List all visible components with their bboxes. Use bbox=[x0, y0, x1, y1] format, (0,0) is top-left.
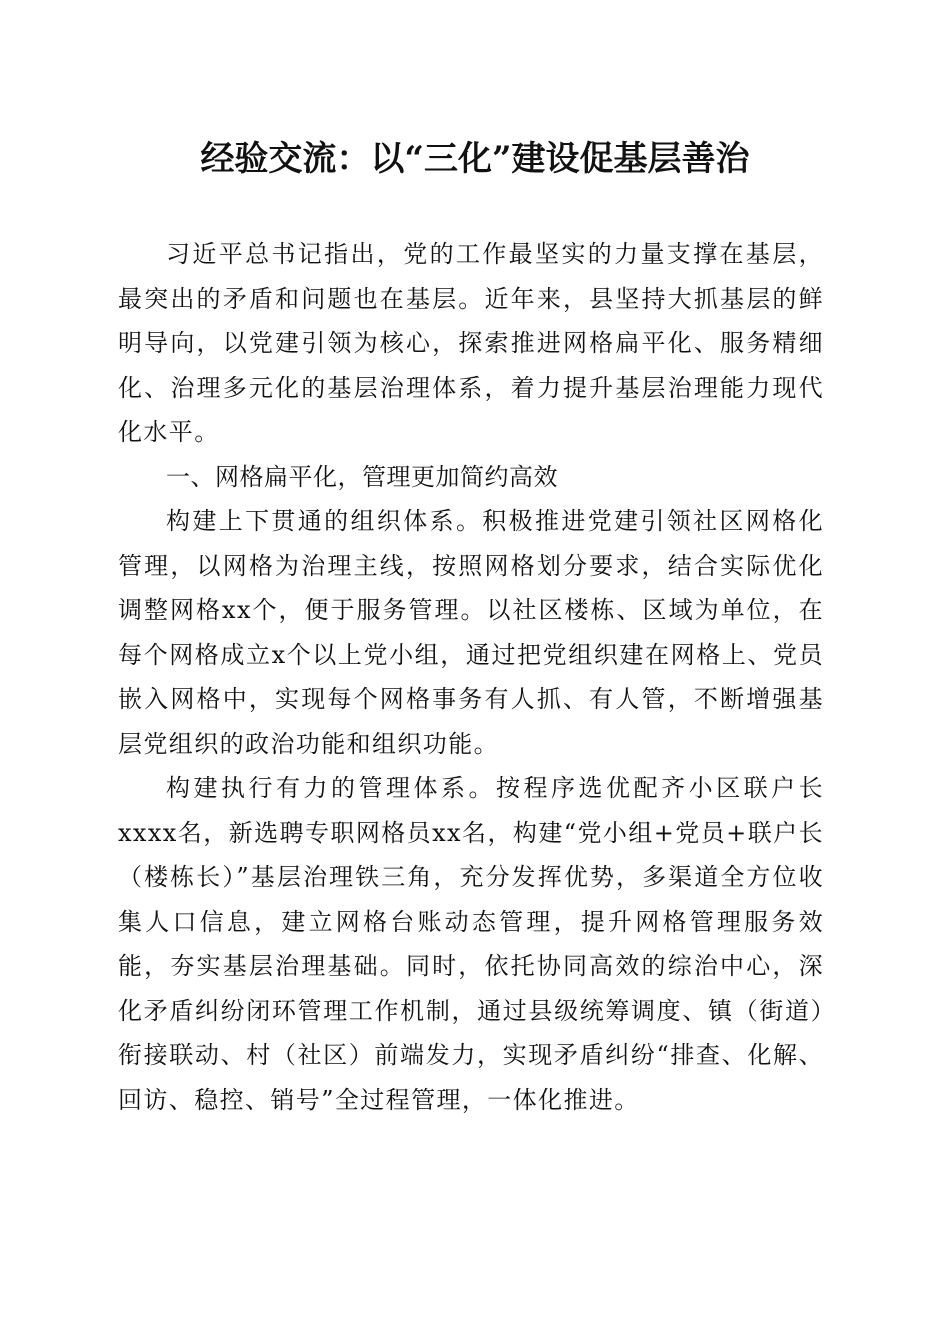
document-body bbox=[118, 232, 824, 1122]
section-paragraph-2: 构建执行有力的管理体系。按程序选优配齐小区联户长xxxx名，新选聘专职网格员xx名，构建“党小组+党员+联户长（楼栋长）”基层治理铁三角，充分发挥优势，多渠道全方位收集人口信息，建立网格台账动态管理，提升网格管理服务效能，夯实基层治理基础。同时，依托协同高效的综治中心，深化矛盾纠纷闭环管理工作机制，通过县级统筹调度、镇（街道）衔接联动、村（社区）前端发力，实现矛盾纠纷“排查、化解、回访、稳控、销号”全过程管理，一体化推进。 bbox=[118, 774, 824, 1114]
section-paragraph-1: 构建上下贯通的组织体系。积极推进党建引领社区网格化管理，以网格为治理主线，按照网格划分要求，结合实际优化调整网格xx个，便于服务管理。以社区楼栋、区域为单位，在每个网格成立x个以上党小组，通过把党组织建在网格上、党员嵌入网格中，实现每个网格事务有人抓、有人管，不断增强基层党组织的政治功能和组织功能。 bbox=[118, 507, 824, 758]
intro-paragraph: 习近平总书记指出，党的工作最坚实的力量支撑在基层，最突出的矛盾和问题也在基层。近年来，县坚持大抓基层的鲜明导向，以党建引领为核心，探索推进网格扁平化、服务精细化、治理多元化的基层治理体系，着力提升基层治理能力现代化水平。 bbox=[118, 240, 824, 446]
document-title: 经验交流：以“三化”建设促基层善治 bbox=[200, 139, 750, 179]
section-heading: 一、网格扁平化，管理更加简约高效 bbox=[166, 462, 558, 491]
